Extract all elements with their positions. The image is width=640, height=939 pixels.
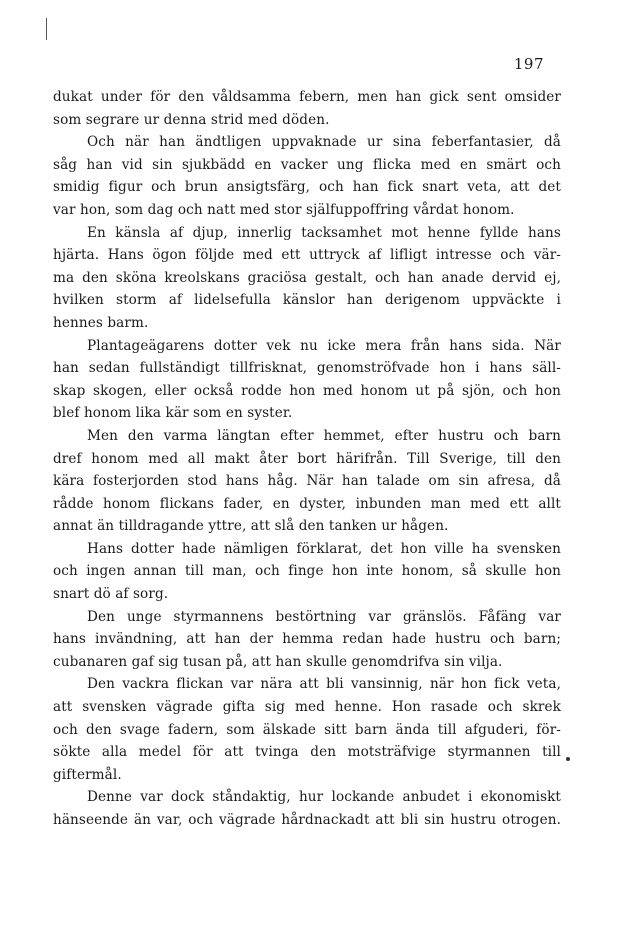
text-line: och ingen annan till man, och finge hon inte honom, så skulle hon — [53, 563, 561, 580]
ink-speck — [566, 757, 570, 761]
text-line: cubanaren gaf sig tusan på, att han skulle genomdrifva sin vilja. — [53, 653, 503, 670]
text-line: hjärta. Hans ögon följde med ett uttryck af lifligt intresse och vär- — [53, 247, 561, 264]
text-line: dukat under för den våldsamma febern, men han gick sent omsider — [53, 89, 561, 105]
text-line: kära fosterjorden stod hans håg. När han talade om sin afresa, då — [53, 473, 561, 490]
text-line: ma den sköna kreolskans graciösa gestalt, och han anade dervid ej, — [53, 269, 561, 286]
text-line: Plantageägarens dotter vek nu icke mera från hans sida. När — [87, 337, 561, 354]
text-line: dref honom med all makt åter bort härifrån. Till Sverige, till den — [53, 450, 561, 467]
text-line: hänseende än var, och vägrade hårdnackadt att bli sin hustru otrogen. — [53, 812, 561, 828]
text-line: som segrare ur denna strid med döden. — [53, 111, 330, 128]
text-line: hennes barm. — [53, 314, 149, 331]
text-line: annat än tilldragande yttre, att slå den tanken ur hågen. — [53, 518, 449, 535]
text-line: sökte alla medel för att tvinga den motsträfvige styrmannen till — [53, 744, 561, 761]
text-line: En känsla af djup, innerlig tacksamhet mot henne fyllde hans — [87, 224, 561, 241]
text-line: såg han vid sin sjukbädd en vacker ung flicka med en smärt och — [53, 156, 561, 173]
text-line: rådde honom flickans fader, en dyster, inbunden man med ett allt — [53, 495, 561, 512]
text-line: hvilken storm af lidelsefulla känslor han derigenom uppväckte i — [53, 292, 561, 309]
body-text — [53, 86, 561, 832]
text-line: blef honom lika kär som en syster. — [53, 405, 293, 422]
text-line: att svensken vägrade gifta sig med henne. Hon rasade och skrek — [53, 699, 561, 716]
text-line: giftermål. — [53, 766, 122, 783]
text-line: Denne var dock ståndaktig, hur lockande anbudet i ekonomiskt — [87, 789, 561, 806]
text-line: var hon, som dag och natt med stor själfuppoffring vårdat honom. — [53, 201, 515, 218]
text-line: Men den varma längtan efter hemmet, efter hustru och barn — [87, 427, 561, 444]
text-line: Hans dotter hade nämligen förklarat, det hon ville ha svensken — [87, 540, 561, 557]
text-line: Den unge styrmannens bestörtning var gränslös. Fåfäng var — [87, 608, 561, 625]
scan-edge-mark — [46, 18, 47, 40]
text-line: smidig figur och brun ansigtsfärg, och han fick snart veta, att det — [53, 179, 561, 196]
text-line: snart dö af sorg. — [53, 586, 169, 603]
text-line: och den svage fadern, som älskade sitt barn ända till afguderi, för- — [53, 721, 561, 738]
page-number: 197 — [513, 55, 544, 73]
text-line: skap skogen, eller också rodde hon med honom ut på sjön, och hon — [53, 382, 561, 399]
text-line: Och när han ändtligen uppvaknade ur sina feberfantasier, då — [87, 134, 561, 151]
text-line: hans invändning, att han der hemma redan hade hustru och barn; — [53, 631, 561, 648]
text-line: Den vackra flickan var nära att bli vansinnig, när hon fick veta, — [87, 676, 561, 693]
text-line: han sedan fullständigt tillfrisknat, genomströfvade hon i hans säll- — [53, 360, 561, 377]
